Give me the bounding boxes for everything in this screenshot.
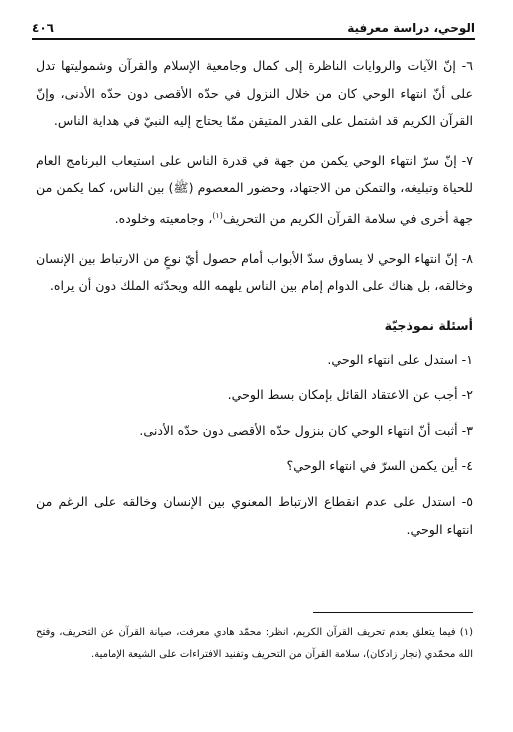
running-title: الوحي، دراسة معرفية bbox=[347, 21, 475, 35]
paragraph-8: ٨- إنّ انتهاء الوحي لا يساوق سدّ الأبواب أمام حصول أيّ نوعٍ من الارتباط بين الإنسان وخالقه، بل هناك على الدوام إمام بين الناس يلهمه الله ويحدّثه الملك دون أن يراه. bbox=[36, 250, 473, 294]
paragraph-7-tail: ، وجامعيته وخلوده. bbox=[114, 211, 213, 227]
question-1: ١- استدل على انتهاء الوحي. bbox=[327, 351, 473, 367]
page-header bbox=[32, 14, 475, 40]
paragraph-6: ٦- إنّ الآيات والروايات الناظرة إلى كمال وجامعية الإسلام والقرآن وشموليتها تدل على أنّ انتهاء الوحي كان من خلال النزول في حدّه الأقصى دون حدّه الأدنى، وإنّ القرآن الكريم قد اشتمل على القدر المتيقن ممّا يحتاج إليه النبيّ في هداية الناس. bbox=[36, 58, 473, 129]
paragraph-7-text: ٧- إنّ سرّ انتهاء الوحي يكمن من جهة في قدرة الناس على استيعاب البرنامج العام للحياة وتبليغه، والتمكن من الاجتهاد، وحضور المعصوم (ﷺ) بين الناس، كما يكمن من جهة أخرى في سلامة القرآن الكريم من التحريف bbox=[36, 152, 473, 227]
footnote: (١) فيما يتعلق بعدم تحريف القرآن الكريم، انظر: محمّد هادي معرفت، صيانة القرآن عن التحريف، وفتح الله محمّدي (نجار زادكان)، سلامة القرآن من التحريف وتفنيد الافتراءات على الشيعة الإمامية. bbox=[36, 627, 473, 660]
page-number: ٤٠٦ bbox=[32, 21, 54, 35]
paragraph-7 bbox=[36, 147, 473, 233]
questions-heading: أسئلة نموذجيّة bbox=[384, 317, 473, 333]
question-2: ٢- أجب عن الاعتقاد القائل بإمكان بسط الوحي. bbox=[227, 387, 473, 403]
main-text bbox=[36, 52, 473, 551]
footnote-divider bbox=[313, 612, 473, 613]
question-3: ٣- أثبت أنّ انتهاء الوحي كان بنزول حدّه الأقصى دون حدّه الأدنى. bbox=[139, 422, 473, 438]
footnote-marker[interactable]: (١) bbox=[212, 210, 223, 220]
question-5: ٥- استدل على عدم انقطاع الارتباط المعنوي بين الإنسان وخالقه على الرغم من انتهاء الوحي. bbox=[36, 493, 473, 537]
question-4: ٤- أين يكمن السرّ في انتهاء الوحي؟ bbox=[286, 458, 473, 474]
